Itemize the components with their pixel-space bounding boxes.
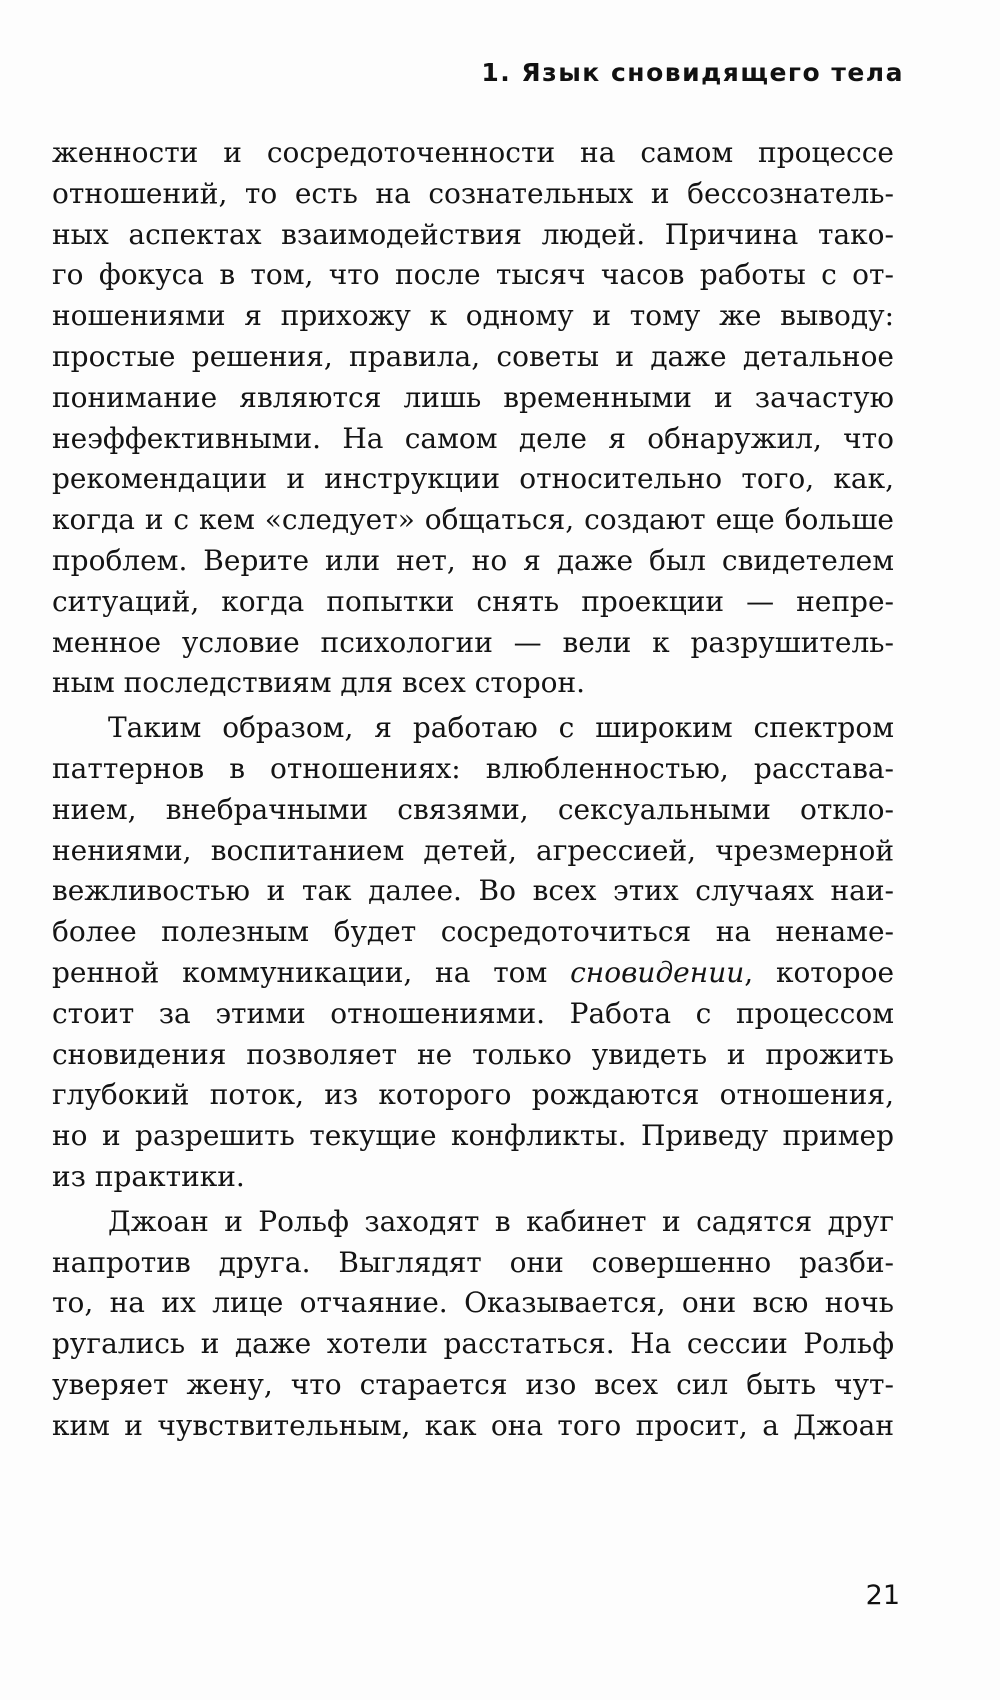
- paragraph-2: [52, 708, 894, 1198]
- text-line: простые решения, правила, советы и даже детальное: [52, 339, 894, 373]
- text-line: проблем. Верите или нет, но я даже был свидетелем: [52, 543, 894, 577]
- text-line: рекомендации и инструкции относительно того, как,: [52, 462, 894, 496]
- text-line: ным последствиям для всех сторон.: [52, 666, 586, 700]
- text-line: нениями, воспитанием детей, агрессией, чрезмерной: [52, 833, 894, 867]
- text-line: ношениями я прихожу к одному и тому же выводу:: [52, 299, 894, 333]
- text-line: то, на их лице отчаяние. Оказывается, они всю ночь: [52, 1286, 894, 1320]
- text-line: понимание являются лишь временными и зачастую: [52, 380, 894, 414]
- text-line: ных аспектах взаимодействия людей. Причина тако-: [52, 217, 894, 251]
- text-line: менное условие психологии — вели к разрушитель-: [52, 625, 894, 659]
- text-line: когда и с кем «следует» общаться, создают еще больше: [52, 503, 894, 537]
- text-line: сновидения позволяет не только увидеть и прожить: [52, 1037, 894, 1071]
- page-number: 21: [865, 1580, 900, 1611]
- text-line: женности и сосредоточенности на самом процессе: [52, 136, 894, 169]
- text-line: ким и чувствительным, как она того просит, а Джоан: [52, 1408, 894, 1442]
- text-line: ситуаций, когда попытки снять проекции — непре-: [52, 584, 894, 618]
- text-line: напротив друга. Выглядят они совершенно разби-: [52, 1245, 894, 1279]
- text-line-with-italic: [52, 953, 894, 994]
- text-line: го фокуса в том, что после тысяч часов работы с от-: [52, 258, 894, 292]
- text-line: неэффективными. На самом деле я обнаружил, что: [52, 421, 894, 455]
- text-fragment: , которое: [744, 955, 894, 989]
- text-line: паттернов в отношениях: влюбленностью, расстава-: [52, 751, 894, 785]
- text-line: стоит за этими отношениями. Работа с процессом: [52, 996, 894, 1030]
- paragraph-1: [52, 133, 894, 704]
- text-line: вежливостью и так далее. Во всех этих случаях наи-: [52, 874, 894, 908]
- italic-word: сновидении: [570, 955, 745, 989]
- text-line: глубокий поток, из которого рождаются отношения,: [52, 1078, 894, 1112]
- body-text: [52, 133, 894, 1447]
- text-line: Джоан и Рольф заходят в кабинет и садятся друг: [108, 1204, 894, 1238]
- text-line: уверяет жену, что старается изо всех сил быть чут-: [52, 1367, 894, 1401]
- text-line: из практики.: [52, 1159, 245, 1193]
- text-line: более полезным будет сосредоточиться на ненаме-: [52, 915, 894, 949]
- text-line: Таким образом, я работаю с широким спектром: [108, 711, 894, 745]
- text-line: нием, внебрачными связями, сексуальными откло-: [52, 792, 894, 826]
- text-line: ругались и даже хотели расстаться. На сессии Рольф: [52, 1327, 894, 1361]
- paragraph-3: [52, 1202, 894, 1447]
- text-line: но и разрешить текущие конфликты. Приведу пример: [52, 1119, 894, 1153]
- running-head: 1. Язык сновидящего тела: [481, 58, 904, 87]
- text-fragment: ренной коммуникации, на том: [52, 955, 571, 989]
- text-line: отношений, то есть на сознательных и бессознатель-: [52, 176, 894, 210]
